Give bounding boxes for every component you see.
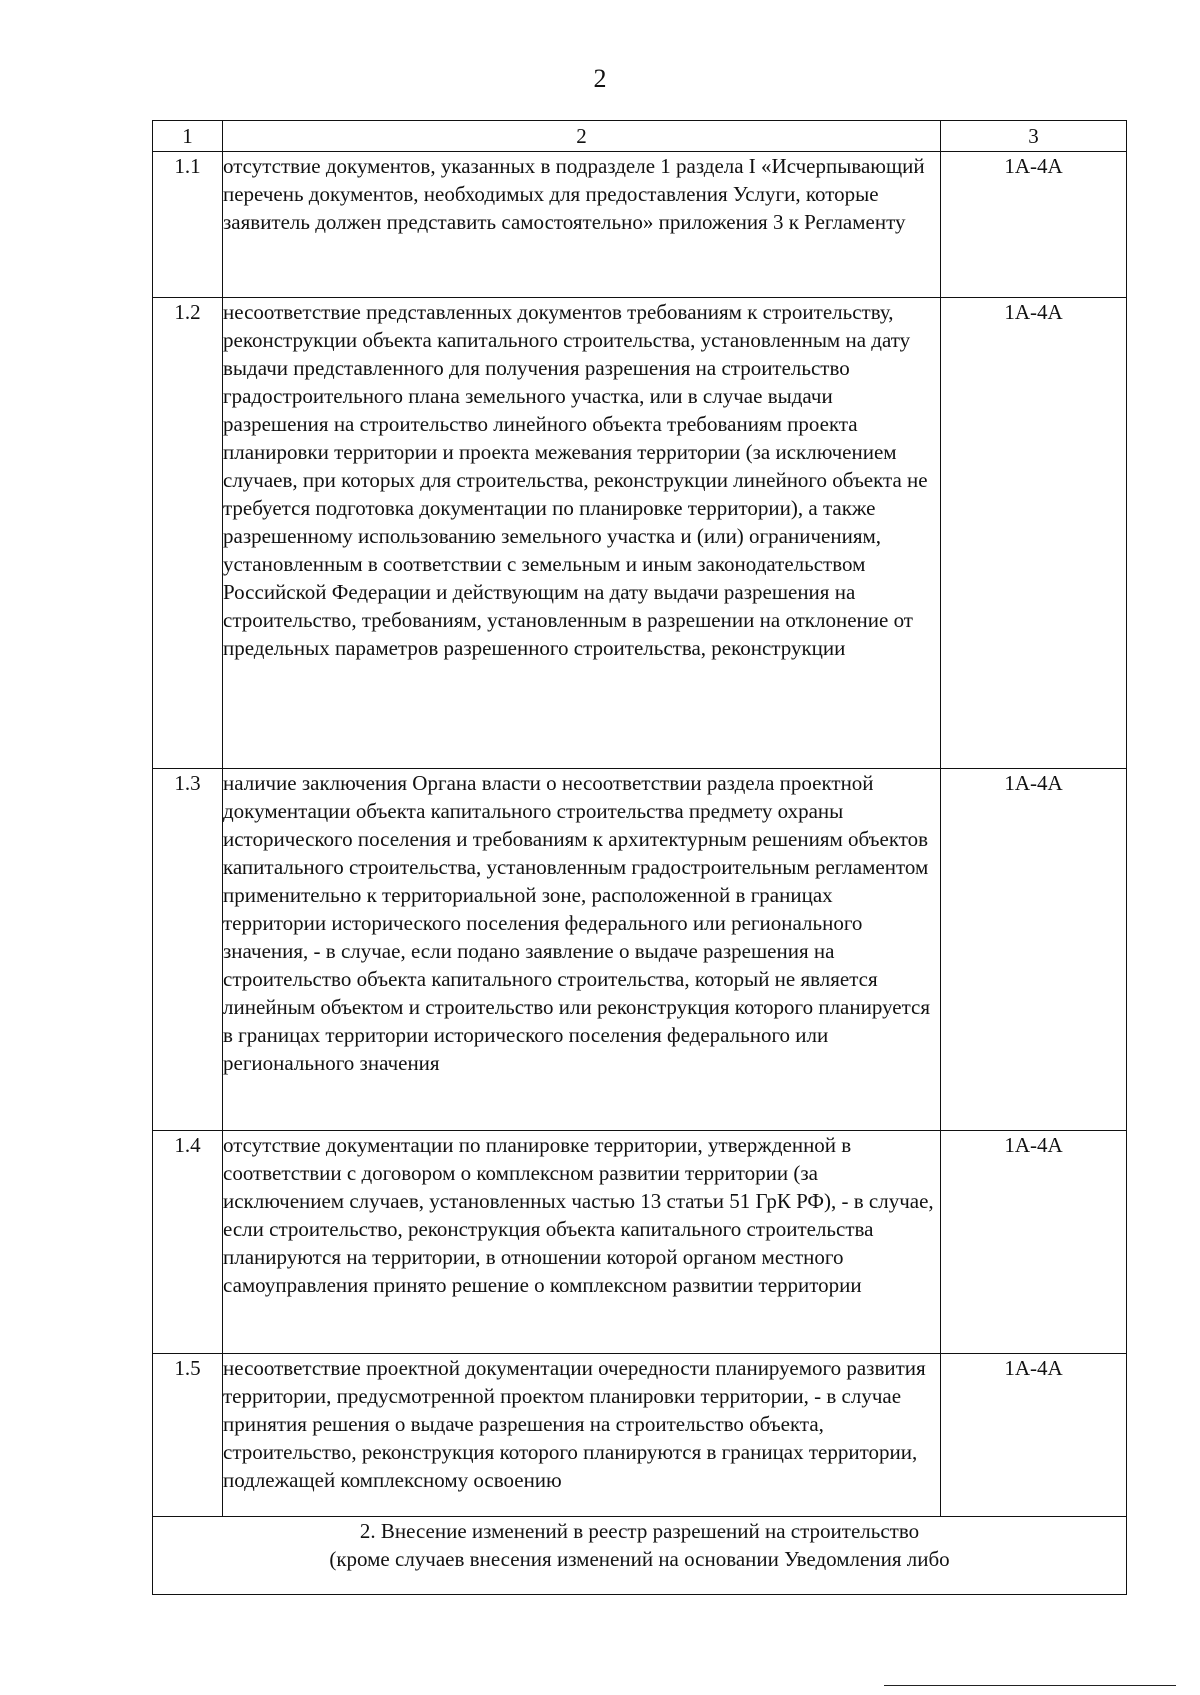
table-row [153, 152, 1127, 298]
row-number: 1.3 [153, 769, 223, 1131]
table-row [153, 1131, 1127, 1354]
header-cell-3: 3 [941, 121, 1127, 152]
row-code: 1А-4А [941, 152, 1127, 298]
table-row [153, 769, 1127, 1131]
row-text: отсутствие документации по планировке территории, утвержденной в соответствии с договором о комплексном развитии территории (за исключением случаев, установленных частью 13 статьи 51 ГрК РФ), - в случае, если строительство, реконструкция объекта капитального строительства планируются на территории, в отношении которой органом местного самоуправления принято решение о комплексном развитии территории [223, 1131, 941, 1354]
row-code: 1А-4А [941, 298, 1127, 769]
table-row [153, 298, 1127, 769]
table-header-row [153, 121, 1127, 152]
header-cell-1: 1 [153, 121, 223, 152]
row-text: несоответствие проектной документации очередности планируемого развития территории, предусмотренной проектом планировки территории, - в случае принятия решения о выдаче разрешения на строительство объекта, строительство, реконструкция которого планируются в границах территории, подлежащей комплексному освоению [223, 1354, 941, 1517]
page-number: 2 [593, 64, 607, 93]
row-code: 1А-4А [941, 1131, 1127, 1354]
table-row [153, 1354, 1127, 1517]
row-number: 1.1 [153, 152, 223, 298]
section-row [153, 1517, 1127, 1595]
section-heading-line-1: 2. Внесение изменений в реестр разрешений на строительство [359, 1519, 920, 1543]
row-code: 1А-4А [941, 1354, 1127, 1517]
section-heading [153, 1517, 1127, 1595]
row-text: наличие заключения Органа власти о несоответствии раздела проектной документации объекта капитального строительства предмету охраны исторического поселения и требованиям к архитектурным решениям объектов капитального строительства, установленным градостроительным регламентом применительно к территориальной зоне, расположенной в границах территории исторического поселения федерального или регионального значения, - в случае, если подано заявление о выдаче разрешения на строительство объекта капитального строительства, который не является линейным объектом и строительство или реконструкция которого планируется в границах территории исторического поселения федерального или регионального значения [223, 769, 941, 1131]
header-cell-2: 2 [223, 121, 941, 152]
row-number: 1.5 [153, 1354, 223, 1517]
row-text: несоответствие представленных документов требованиям к строительству, реконструкции объекта капитального строительства, установленным на дату выдачи представленного для получения разрешения на строительство градостроительного плана земельного участка, или в случае выдачи разрешения на строительство линейного объекта требованиям проекта планировки территории и проекта межевания территории (за исключением случаев, при которых для строительства, реконструкции линейного объекта не требуется подготовка документации по планировке территории), а также разрешенному использованию земельного участка и (или) ограничениям, установленным в соответствии с земельным и иным законодательством Российской Федерации и действующим на дату выдачи разрешения на строительство, требованиям, установленным в разрешении на отклонение от предельных параметров разрешенного строительства, реконструкции [223, 298, 941, 769]
row-code: 1А-4А [941, 769, 1127, 1131]
bottom-rule [884, 1685, 1176, 1686]
row-text: отсутствие документов, указанных в подразделе 1 раздела I «Исчерпывающий перечень документов, необходимых для предоставления Услуги, которые заявитель должен представить самостоятельно» приложения 3 к Регламенту [223, 152, 941, 298]
row-number: 1.4 [153, 1131, 223, 1354]
grounds-table [152, 120, 1127, 1595]
row-number: 1.2 [153, 298, 223, 769]
section-heading-line-2: (кроме случаев внесения изменений на основании Уведомления либо [329, 1547, 950, 1571]
